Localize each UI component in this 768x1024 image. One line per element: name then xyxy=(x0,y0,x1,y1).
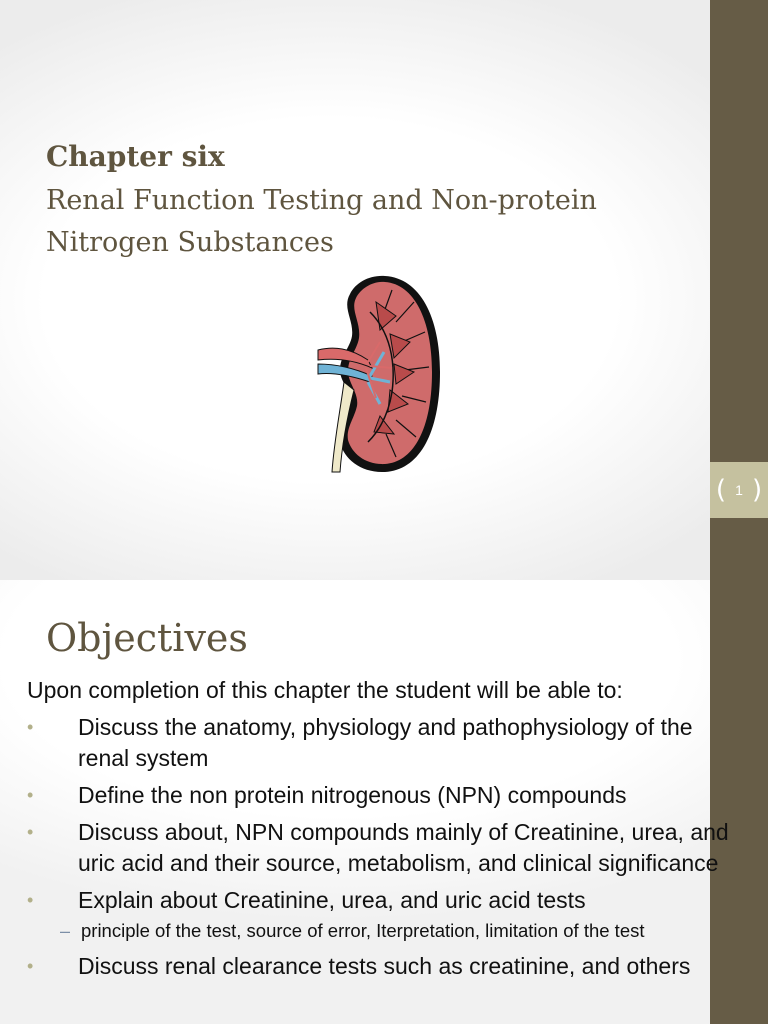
bullet-icon: • xyxy=(27,822,34,842)
list-item xyxy=(27,780,747,811)
bullet-icon: • xyxy=(27,717,34,737)
right-bracket-icon: ) xyxy=(752,475,763,505)
left-bracket-icon: ( xyxy=(715,475,726,505)
dash-bullet-icon: – xyxy=(60,921,71,941)
list-item xyxy=(27,951,747,982)
page-number: 1 xyxy=(735,482,743,498)
list-item-text: Explain about Creatinine, urea, and uric acid tests xyxy=(78,887,586,913)
kidney-illustration-icon xyxy=(310,272,445,477)
list-item xyxy=(27,712,747,774)
bullet-icon: • xyxy=(27,956,34,976)
list-item-text: Define the non protein nitrogenous (NPN) compounds xyxy=(78,782,627,808)
bullet-icon: • xyxy=(27,785,34,805)
page-number-badge xyxy=(710,462,768,518)
list-item-text: Discuss renal clearance tests such as creatinine, and others xyxy=(78,953,691,979)
sub-list-item-text: principle of the test, source of error, Iterpretation, limitation of the test xyxy=(81,920,645,941)
list-item-text: Discuss about, NPN compounds mainly of Creatinine, urea, and uric acid and their source, metabolism, and clinical significance xyxy=(78,819,729,876)
chapter-label: Chapter six xyxy=(46,140,225,173)
chapter-title: Renal Function Testing and Non-protein Nitrogen Substances xyxy=(46,185,597,258)
list-item xyxy=(27,885,747,916)
objectives-list xyxy=(27,712,747,988)
bullet-icon: • xyxy=(27,890,34,910)
sub-list-item xyxy=(27,920,747,942)
objectives-intro: Upon completion of this chapter the student will be able to: xyxy=(27,677,623,703)
list-item xyxy=(27,817,747,879)
list-item-text: Discuss the anatomy, physiology and pathophysiology of the renal system xyxy=(78,714,693,771)
slide-objectives xyxy=(0,580,768,1024)
objectives-title: Objectives xyxy=(46,616,248,660)
